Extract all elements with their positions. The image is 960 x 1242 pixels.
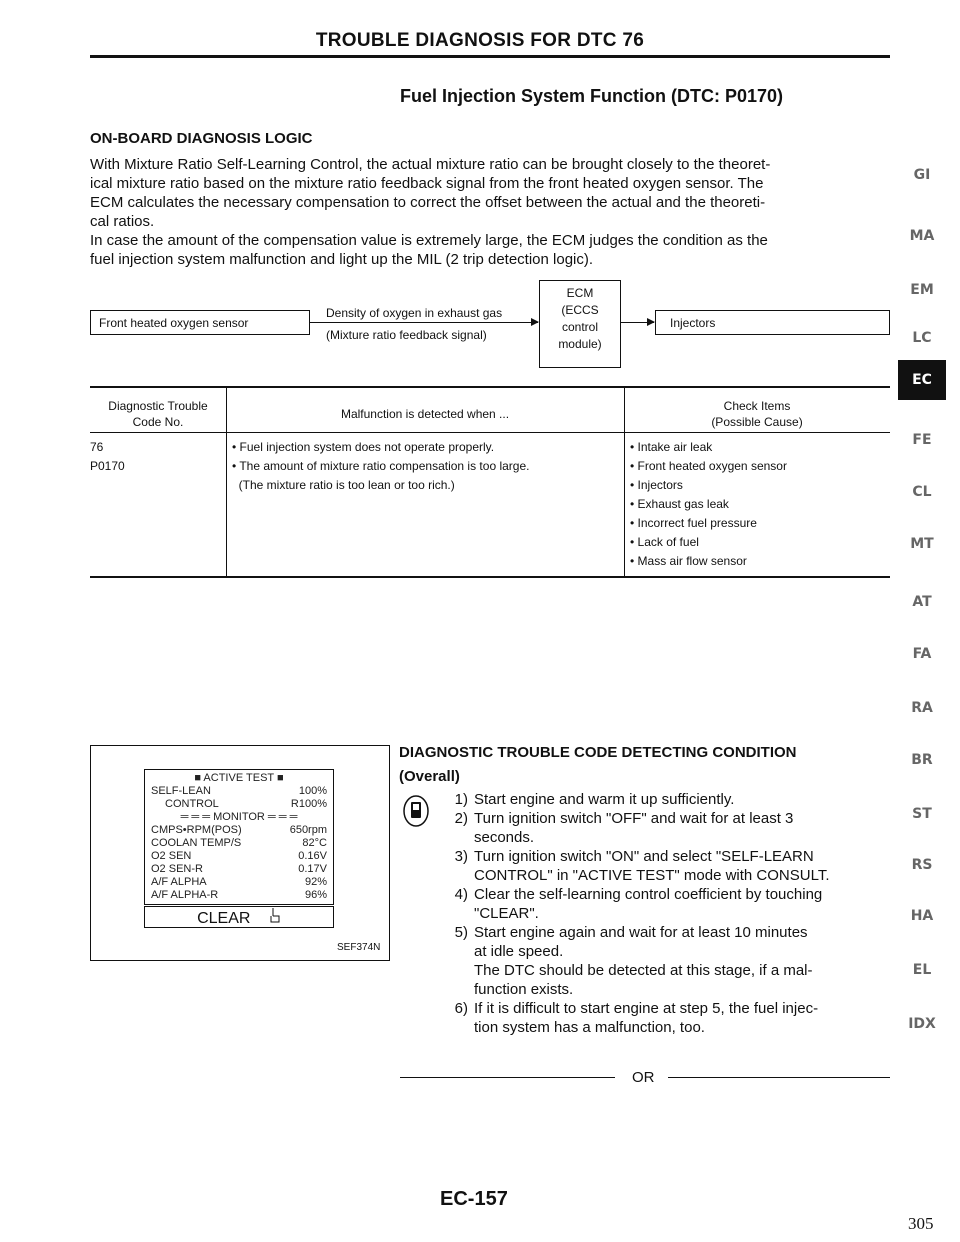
step-line: "CLEAR". (474, 905, 539, 922)
step-number: 6) (454, 1000, 468, 1017)
flow-diagram (90, 280, 890, 370)
sensor-box (90, 310, 310, 335)
step-number: 2) (454, 810, 468, 827)
check-item: • Exhaust gas leak (630, 497, 729, 511)
check-item: • Mass air flow sensor (630, 554, 747, 568)
screen-row (145, 785, 333, 798)
consult-icon (402, 794, 430, 833)
intro-line: With Mixture Ratio Self-Learning Control, the actual mixture ratio can be brought closely to the theoret- (90, 156, 771, 173)
screen-row-value: 82°C (302, 837, 327, 849)
step-line: CONTROL" in "ACTIVE TEST" mode with CONSULT. (474, 867, 830, 884)
side-tab-at[interactable]: AT (912, 594, 932, 610)
screen-row-value: 92% (304, 876, 327, 888)
header-rule (90, 55, 890, 58)
screen-row-value: R100% (290, 798, 327, 810)
ecm-box (539, 280, 621, 368)
side-tab-ra[interactable]: RA (911, 700, 933, 716)
intro-line: ECM calculates the necessary compensation to correct the offset between the actual and the theoreti- (90, 194, 766, 211)
touch-finger-icon (269, 907, 281, 929)
injectors-label: Injectors (670, 316, 716, 330)
injector-arrowhead (647, 318, 655, 326)
step-line: Start engine again and wait for at least 10 minutes (474, 924, 808, 941)
screen-row-label: COOLAN TEMP/S (151, 837, 242, 849)
screen-row-label: A/F ALPHA (151, 876, 207, 888)
step-line: Start engine and warm it up sufficiently. (474, 791, 735, 808)
code-value: 76 (90, 440, 104, 454)
side-tab-fe[interactable]: FE (912, 432, 932, 448)
header-check-line: (Possible Cause) (711, 415, 803, 429)
side-tab-el[interactable]: EL (912, 962, 932, 978)
step-line: function exists. (474, 981, 574, 998)
step-line: seconds. (474, 829, 535, 846)
screen-row (145, 876, 333, 889)
or-label: OR (632, 1069, 655, 1086)
header-check (624, 398, 890, 430)
figure-code: SEF374N (337, 942, 381, 953)
page-number: 305 (908, 1214, 934, 1233)
header-check-line: Check Items (723, 399, 791, 413)
check-cell (630, 438, 787, 571)
malfunction-item: (The mixture ratio is too lean or too rich.) (232, 478, 455, 492)
signal-top-label: Density of oxygen in exhaust gas (326, 306, 503, 320)
detecting-condition-title: DIAGNOSTIC TROUBLE CODE DETECTING CONDITION (399, 744, 797, 761)
consult-screen-figure (90, 745, 390, 961)
side-tab-fa[interactable]: FA (912, 646, 932, 662)
screen-row-value: 100% (298, 785, 327, 797)
screen-row-value: 96% (304, 889, 327, 901)
check-item: • Incorrect fuel pressure (630, 516, 757, 530)
intro-line: In case the amount of the compensation value is extremely large, the ECM judges the condition as the (90, 232, 768, 249)
screen-row (145, 889, 333, 902)
screen-title: ■ ACTIVE TEST ■ (194, 772, 284, 784)
step-item (440, 790, 895, 809)
dtc-table (90, 386, 890, 578)
check-item: • Intake air leak (630, 440, 713, 454)
screen-row-label: SELF-LEAN (151, 785, 211, 797)
step-item (440, 809, 895, 847)
step-line: Turn ignition switch "OFF" and wait for at least 3 (474, 810, 794, 827)
side-tab-rs[interactable]: RS (911, 857, 933, 873)
intro-line: cal ratios. (90, 213, 155, 230)
or-rule-left (400, 1077, 615, 1078)
check-item: • Lack of fuel (630, 535, 699, 549)
step-line: If it is difficult to start engine at step 5, the fuel injec- (474, 1000, 819, 1017)
screen-monitor-divider: ═ ═ ═ MONITOR ═ ═ ═ (180, 811, 298, 823)
screen-row (145, 837, 333, 850)
ecm-label: (ECCS (561, 303, 599, 317)
screen-row (145, 824, 333, 837)
side-tab-em[interactable]: EM (910, 282, 934, 298)
step-item (440, 885, 895, 923)
header-code-line: Diagnostic Trouble (108, 399, 208, 413)
screen-row (145, 863, 333, 876)
ecm-label: ECM (566, 286, 594, 300)
side-tab-ma[interactable]: MA (909, 228, 935, 244)
step-number: 1) (454, 791, 468, 808)
check-item: • Front heated oxygen sensor (630, 459, 787, 473)
section-subtitle: Fuel Injection System Function (DTC: P0170) (400, 86, 784, 106)
step-number: 3) (454, 848, 468, 865)
header-malfunction: Malfunction is detected when ... (340, 407, 510, 421)
step-line: at idle speed. (474, 943, 564, 960)
step-item (440, 999, 895, 1037)
signal-arrowhead (531, 318, 539, 326)
screen-row-value: 0.16V (298, 850, 327, 862)
screen-row (145, 798, 333, 811)
onboard-heading: ON-BOARD DIAGNOSIS LOGIC (90, 130, 313, 147)
step-item (440, 923, 895, 999)
side-tab-br[interactable]: BR (911, 752, 933, 768)
section-side-tabs (898, 0, 946, 1242)
detecting-steps (440, 790, 895, 1037)
malfunction-cell (232, 438, 529, 495)
screen-row-value: 0.17V (298, 863, 327, 875)
screen-row-label: CMPS•RPM(POS) (151, 824, 242, 836)
step-line: tion system has a malfunction, too. (474, 1019, 705, 1036)
consult-screen (144, 769, 334, 905)
injectors-box (655, 310, 890, 335)
or-divider (400, 1069, 890, 1085)
page-code: EC-157 (440, 1188, 508, 1210)
clear-button[interactable] (144, 906, 334, 928)
table-header-rule (90, 432, 890, 433)
onboard-description (90, 155, 880, 269)
malfunction-item: • The amount of mixture ratio compensation is too large. (232, 459, 530, 473)
step-line: The DTC should be detected at this stage, if a mal- (474, 962, 813, 979)
screen-row-label: CONTROL (165, 798, 219, 810)
side-tab-cl[interactable]: CL (912, 484, 932, 500)
side-tab-ec[interactable]: EC (898, 360, 946, 400)
side-tab-gi[interactable]: GI (913, 167, 931, 183)
ecm-label: control (561, 320, 599, 334)
signal-arrow-line (310, 322, 538, 323)
page-header-title: TROUBLE DIAGNOSIS FOR DTC 76 (315, 30, 645, 51)
code-value: P0170 (90, 459, 125, 473)
step-line: Clear the self-learning control coefficient by touching (474, 886, 823, 903)
step-item (440, 847, 895, 885)
side-tab-mt[interactable]: MT (910, 536, 934, 552)
clear-button-label: CLEAR (197, 910, 251, 927)
screen-row (145, 850, 333, 863)
or-rule-right (668, 1077, 890, 1078)
side-tab-st[interactable]: ST (912, 806, 932, 822)
check-item: • Injectors (630, 478, 683, 492)
code-cell (90, 438, 125, 476)
intro-line: fuel injection system malfunction and light up the MIL (2 trip detection logic). (90, 251, 594, 268)
ecm-label: module) (558, 337, 602, 351)
header-code-line: Code No. (132, 415, 184, 429)
screen-row-label: O2 SEN-R (151, 863, 203, 875)
signal-bottom-label: (Mixture ratio feedback signal) (326, 328, 487, 342)
side-tab-lc[interactable]: LC (912, 330, 932, 346)
side-tab-idx[interactable]: IDX (908, 1016, 936, 1032)
malfunction-item: • Fuel injection system does not operate properly. (232, 440, 495, 454)
detecting-condition-subtitle: (Overall) (399, 768, 460, 785)
screen-row-label: A/F ALPHA-R (151, 889, 219, 901)
side-tab-ha[interactable]: HA (910, 908, 934, 924)
step-number: 5) (454, 924, 468, 941)
step-line: Turn ignition switch "ON" and select "SELF-LEARN (474, 848, 814, 865)
screen-row-label: O2 SEN (151, 850, 192, 862)
step-number: 4) (454, 886, 468, 903)
screen-row-value: 650rpm (289, 824, 327, 836)
header-code (90, 398, 226, 430)
intro-line: ical mixture ratio based on the mixture ratio feedback signal from the front heated oxygen sensor. The (90, 175, 764, 192)
sensor-label: Front heated oxygen sensor (99, 316, 249, 330)
